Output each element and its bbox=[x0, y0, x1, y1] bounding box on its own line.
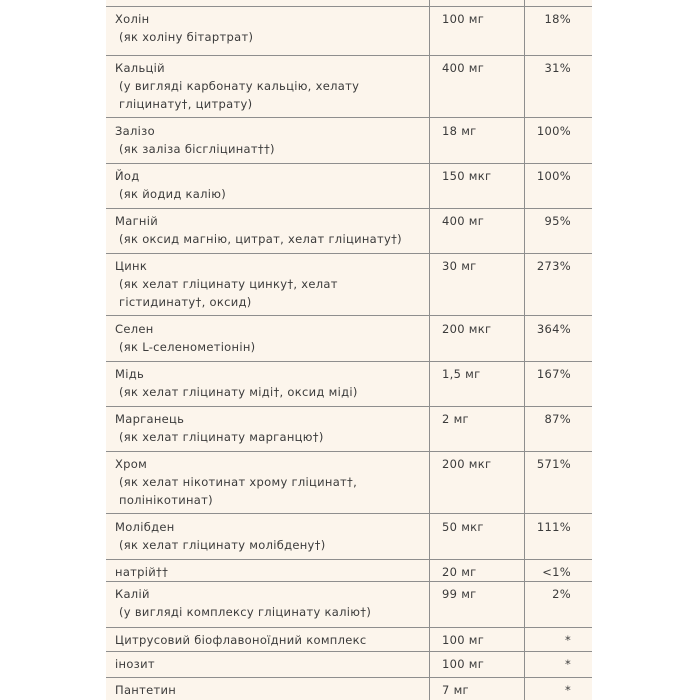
table-row bbox=[106, 118, 592, 164]
nutrient-label: Селен bbox=[115, 322, 154, 336]
nutrient-form: (як холіну бітартрат) bbox=[119, 30, 254, 44]
nutrient-name bbox=[115, 212, 420, 248]
daily-value: 31% bbox=[544, 61, 571, 75]
column-divider bbox=[429, 55, 430, 117]
table-row bbox=[106, 559, 592, 582]
amount-per-serving: 100 мг bbox=[442, 657, 485, 671]
column-divider bbox=[429, 208, 430, 253]
column-divider bbox=[429, 514, 430, 559]
table-row bbox=[106, 163, 592, 209]
amount-per-serving: 50 мкг bbox=[442, 520, 484, 534]
table-row bbox=[106, 677, 592, 700]
daily-value: 100% bbox=[536, 124, 571, 138]
amount-per-serving: 100 мг bbox=[442, 633, 485, 647]
amount-per-serving: 400 мг bbox=[442, 214, 485, 228]
nutrient-form: (як L-селенометіонін) bbox=[119, 340, 256, 354]
nutrient-name bbox=[115, 681, 420, 699]
daily-value: * bbox=[564, 657, 571, 671]
daily-value: 87% bbox=[544, 412, 571, 426]
column-divider bbox=[429, 118, 430, 163]
daily-value: 571% bbox=[536, 457, 571, 471]
nutrient-name bbox=[115, 631, 420, 649]
amount-per-serving: 200 мкг bbox=[442, 457, 492, 471]
table-row bbox=[106, 208, 592, 254]
table-row bbox=[106, 627, 592, 652]
table-row bbox=[106, 581, 592, 628]
amount-per-serving: 20 мг bbox=[442, 565, 477, 579]
supplement-facts-panel bbox=[106, 0, 592, 700]
nutrient-label: Молібден bbox=[115, 520, 175, 534]
daily-value: 2% bbox=[552, 587, 571, 601]
table-row bbox=[106, 451, 592, 514]
nutrient-form: (як хелат нікотинат хрому гліцинат†, полінікотинат) bbox=[119, 475, 358, 507]
nutrient-label: Мідь bbox=[115, 367, 145, 381]
nutrient-label: Цинк bbox=[115, 259, 148, 273]
column-divider bbox=[429, 559, 430, 581]
daily-value: <1% bbox=[542, 565, 571, 579]
nutrient-name bbox=[115, 167, 420, 203]
nutrient-form: (як оксид магнію, цитрат, хелат гліцинату†) bbox=[119, 232, 402, 246]
daily-value: 18% bbox=[544, 12, 571, 26]
nutrient-label: Хром bbox=[115, 457, 148, 471]
nutrient-name bbox=[115, 59, 420, 113]
nutrient-label: Холін bbox=[115, 12, 150, 26]
amount-per-serving: 30 мг bbox=[442, 259, 477, 273]
column-divider bbox=[429, 253, 430, 315]
daily-value: 364% bbox=[536, 322, 571, 336]
amount-per-serving: 150 мкг bbox=[442, 169, 492, 183]
column-divider bbox=[429, 627, 430, 651]
column-divider bbox=[429, 651, 430, 677]
nutrient-form: (у вигляді карбонату кальцію, хелату гліцинату†, цитрату) bbox=[119, 79, 360, 111]
nutrient-label: натрій†† bbox=[115, 565, 169, 579]
nutrient-form: (як хелат гліцинату марганцю†) bbox=[119, 430, 324, 444]
table-row bbox=[106, 6, 592, 56]
nutrient-name bbox=[115, 455, 420, 509]
nutrient-label: Марганець bbox=[115, 412, 185, 426]
column-divider bbox=[429, 6, 430, 55]
nutrient-label: Пантетин bbox=[115, 683, 177, 697]
nutrient-name bbox=[115, 585, 420, 621]
daily-value: * bbox=[564, 683, 571, 697]
amount-per-serving: 2 мг bbox=[442, 412, 469, 426]
table-row bbox=[106, 514, 592, 560]
table-row bbox=[106, 361, 592, 407]
table-row bbox=[106, 651, 592, 678]
column-divider bbox=[429, 163, 430, 208]
daily-value: 95% bbox=[544, 214, 571, 228]
column-divider bbox=[429, 451, 430, 513]
nutrient-label: Кальцій bbox=[115, 61, 165, 75]
nutrient-form: (як заліза бісгліцинат††) bbox=[119, 142, 275, 156]
nutrient-name bbox=[115, 655, 420, 673]
nutrient-form: (як хелат гліцинату міді†, оксид міді) bbox=[119, 385, 358, 399]
amount-per-serving: 99 мг bbox=[442, 587, 477, 601]
amount-per-serving: 18 мг bbox=[442, 124, 477, 138]
nutrient-name bbox=[115, 257, 420, 311]
nutrient-name bbox=[115, 410, 420, 446]
amount-per-serving: 400 мг bbox=[442, 61, 485, 75]
column-divider bbox=[429, 581, 430, 627]
table-row bbox=[106, 253, 592, 316]
amount-per-serving: 1,5 мг bbox=[442, 367, 481, 381]
daily-value: 100% bbox=[536, 169, 571, 183]
column-divider bbox=[429, 361, 430, 406]
nutrient-form: (як хелат гліцинату молібдену†) bbox=[119, 538, 326, 552]
column-divider bbox=[429, 677, 430, 700]
nutrient-label: Йод bbox=[115, 169, 140, 183]
table-row bbox=[106, 406, 592, 452]
nutrient-label: Залізо bbox=[115, 124, 155, 138]
daily-value: 111% bbox=[536, 520, 571, 534]
table-row bbox=[106, 316, 592, 362]
nutrient-name bbox=[115, 518, 420, 554]
amount-per-serving: 200 мкг bbox=[442, 322, 492, 336]
nutrient-form: (у вигляді комплексу гліцинату калію†) bbox=[119, 605, 372, 619]
nutrient-label: інозит bbox=[115, 657, 155, 671]
daily-value: * bbox=[564, 633, 571, 647]
amount-per-serving: 7 мг bbox=[442, 683, 469, 697]
column-divider bbox=[429, 406, 430, 451]
nutrient-label: Калій bbox=[115, 587, 150, 601]
nutrient-name bbox=[115, 10, 420, 46]
nutrient-form: (як хелат гліцинату цинку†, хелат гістидинату†, оксид) bbox=[119, 277, 338, 309]
column-divider bbox=[429, 316, 430, 361]
daily-value: 167% bbox=[536, 367, 571, 381]
nutrient-form: (як йодид калію) bbox=[119, 187, 227, 201]
nutrient-name bbox=[115, 365, 420, 401]
amount-per-serving: 100 мг bbox=[442, 12, 485, 26]
nutrient-name bbox=[115, 320, 420, 356]
nutrient-label: Цитрусовий біофлавоноїдний комплекс bbox=[115, 633, 367, 647]
daily-value: 273% bbox=[536, 259, 571, 273]
nutrient-label: Магній bbox=[115, 214, 158, 228]
table-row bbox=[106, 55, 592, 118]
nutrient-name bbox=[115, 563, 420, 581]
nutrient-name bbox=[115, 122, 420, 158]
